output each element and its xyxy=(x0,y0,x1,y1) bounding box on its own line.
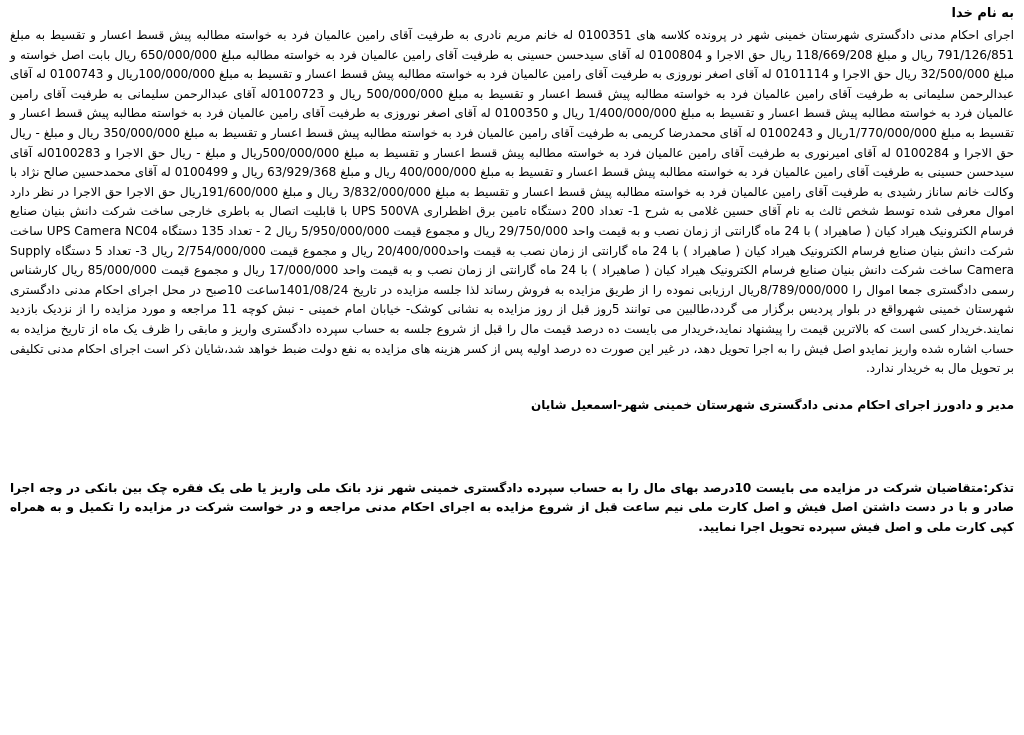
signature-line: مدیر و دادورز اجرای احکام مدنی دادگستری شهرستان خمینی شهر-اسمعیل شایان xyxy=(531,397,1014,412)
notice-body: اجرای احکام مدنی دادگستری شهرستان خمینی شهر در پرونده کلاسه های 0100351 له خانم مریم نادری به طرفیت آقای رامین عالمیان فرد به خواسته مطالبه پیش قسط اعسار و تقسیط به مبلغ 791/126/851 ریال و مبلغ 118/669/208 ریال حق الاجرا و 0100804 له آقای سیدحسن حسینی به طرفیت آقای رامین عالمیان فرد به خواسته مطالبه مبلغ 650/000/000 ریال بابت اصل خواسته و مبلغ 32/500/000 ریال حق الاجرا و 0101114 له آقای اصغر نوروزی به طرفیت آقای رامین عالمیان فرد به خواسته مطالبه پیش قسط اعسار و تقسیط به مبلغ 100/000/000ریال و 0100743 له آقای عبدالرحمن سلیمانی به طرفیت آقای رامین عالمیان فرد به خواسته مطالبه پیش قسط اعسار و تقسیط به مبلغ 500/000/000 ریال و 0100723له آقای عبدالرحمن سلیمانی به طرفیت آقای رامین عالمیان فرد به خواسته مطالبه پیش قسط اعسار و تقسیط به مبلغ 1/400/000/000 ریال و 0100350 له آقای اصغر نوروزی به طرفیت آقای رامین عالمیان فرد به خواسته مطالبه پیش قسط اعسار و تقسیط به مبلغ 1/770/000/000ریال و 0100243 له آقای محمدرضا کریمی به طرفیت آقای رامین عالمیان فرد به خواسته مطالبه پیش قسط اعسار و تقسیط به مبلغ 350/000/000 ریال و مبلغ - ریال حق الاجرا و 0100284 له آقای امیرنوری به طرفیت آقای رامین عالمیان فرد به خواسته مطالبه پیش قسط اعسار و تقسیط به مبلغ 500/000/000ریال و مبلغ - ریال حق الاجرا و 0100283له آقای سیدحسن حسینی به طرفیت آقای رامین عالمیان فرد به خواسته مطالبه پیش قسط اعسار و تقسیط به مبلغ 400/000/000 ریال و مبلغ 63/929/368 ریال و 0100499 له آقای محمدحسین صالح نژاد با وکالت خانم ساناز رشیدی به طرفیت آقای رامین عالمیان فرد به خواسته مطالبه پیش قسط اعسار و تقسیط به مبلغ 3/832/000/000 ریال و مبلغ 191/600/000ریال حق الاجرا حق الاجرا در نظر دارد اموال معرفی شده توسط شخص ثالث به نام آقای حسین غلامی به شرح 1- تعداد 200 دستگاه تامین برق اظطراری UPS 500VA با قابلیت اتصال به باطری خارجی ساخت شرکت دانش بنیان صنایع فرسام الکترونیک هیراد کیان ( صاهیراد ) با 24 ماه گارانتی از زمان نصب و به قیمت واحد 29/750/000 ریال و مجموع قیمت 5/950/000/000 ریال 2 - تعداد 135 دستگاه UPS Camera NC04 ساخت شرکت دانش بنیان صنایع فرسام الکترونیک هیراد کیان ( صاهیراد ) با 24 ماه گارانتی از زمان نصب به قیمت واحد20/400/000 ریال و مجموع قیمت 2/754/000/000 ریال 3- تعداد 5 دستگاه Supply Camera ساخت شرکت دانش بنیان صنایع فرسام الکترونیک هیراد کیان ( صاهیراد ) با 24 ماه گارانتی از زمان نصب و به قیمت واحد 17/000/000 ریال و مجموع قیمت 85/000/000 ریال کارشناس رسمی دادگستری جمعا اموال را 8/789/000/000ریال ارزیابی نموده را از طریق مزایده به فروش رساند لذا جلسه مزایده در تاریخ 1401/08/24ساعت 10صبح در محل اجرای احکام مدنی دادگستری شهرستان خمینی شهرواقع در بلوار پردیس برگزار می گردد،طالبین می توانند 5روز قبل از روز مزایده به نشانی کوشک- خیابان امام خمینی - نبش کوچه 11 مراجعه و مورد مزایده را از نزدیک بازدید نمایند.خریدار کسی است که بالاترین قیمت را پیشنهاد نماید،خریدار می بایست ده درصد قیمت مال را قبل از شروع جلسه به حساب سپرده دادگستری واریز و مابقی را ظرف یک ماه از تاریخ مزایده به حساب اشاره شده واریز نمایدو اصل فیش را به اجرا تحویل دهد، در غیر این صورت ده درصد اولیه پس از کسر هزینه های مزایده به نفع دولت ضبط خواهد شد،شایان ذکر است اجرای احکام مدنی تکلیفی بر تحویل مال به خریدار ندارد. xyxy=(10,28,1015,376)
auction-notice xyxy=(10,4,1014,549)
document-heading: به نام خدا xyxy=(951,6,1014,21)
notice-footnote: تذکر:متقاضیان شرکت در مزایده می بایست 10درصد بهای مال را به حساب سپرده دادگستری خمینی شهر نزد بانک ملی واریز یا طی یک فقره چک بین بانکی در وجه اجرا صادر و با در دست داشتن اصل فیش و اصل کارت ملی نیم ساعت قبل از شروع مزایده به اجرای احکام مدنی مراجعه و در خواست شرکت در مزایده را تکمیل و به همراه کپی کارت ملی و اصل فیش سپرده تحویل اجرا نمایید. xyxy=(10,480,1014,534)
